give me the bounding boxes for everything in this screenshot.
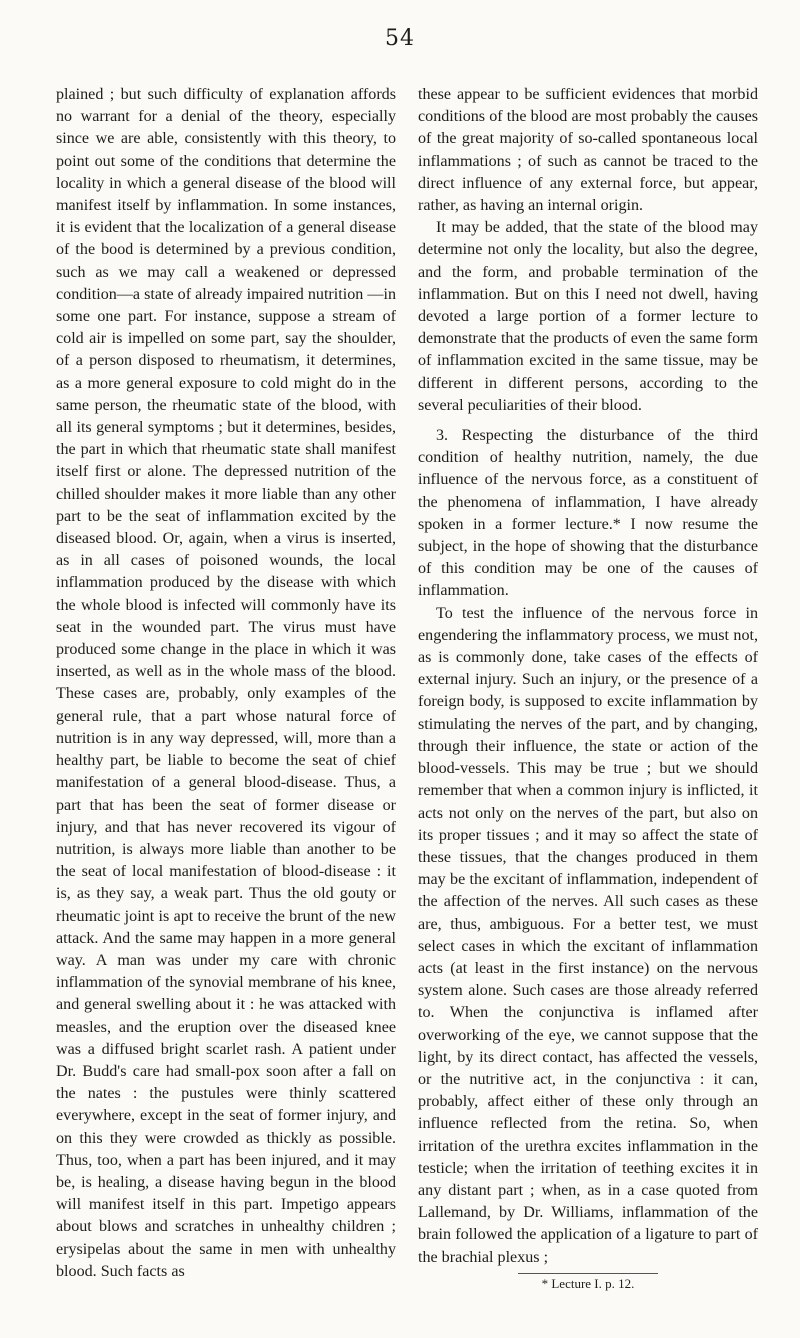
paragraph: It may be added, that the state of the blood may determine not only the locality, but also the degree, and the form, and probable termination of the inflammation. But on this I need not dwell, having devoted a large portion of a former lecture to demonstrate that the products of even the same form of inflammation excited in the same tissue, may be different in different persons, according to the several peculiarities of their blood. xyxy=(418,219,758,414)
paragraph: To test the influence of the nervous force in engendering the inflammatory process, we must not, as is commonly done, take cases of the effects of external injury. Such an injury, or the presence of a foreign body, is supposed to excite inflammation by stimulating the nerves of the part, and by changing, through their influence, the state or action of the blood-vessels. This may be true ; but we should remember that when a common injury is inflicted, it acts not only on the nerves of the part, but also on its proper tissues ; and it may so affect the state of these tissues, that the changes produced in them may be the excitant of inflammation, independent of the affection of the nerves. All such cases as these are, thus, ambiguous. For a better test, we must select cases in which the excitant of inflammation acts (at least in the first instance) on the nervous system alone. Such cases are those already referred to. When the conjunctiva is inflamed after overworking of the eye, we cannot suppose that the light, by its direct contact, has affected the vessels, or the nutritive act, in the conjunctiva : it can, probably, affect either of these only through an influence reflected from the retina. So, when irritation of the urethra excites inflammation in the testicle; when the irritation of teething excites it in any distant part ; when, as in a case quoted from Lallemand, by Dr. Williams, inflammation of the brain followed the application of a ligature to part of the brachial plexus ; xyxy=(418,604,758,1266)
footnote-divider xyxy=(518,1273,658,1274)
page-number: 54 xyxy=(385,26,415,51)
right-column xyxy=(418,84,758,1292)
paragraph: plained ; but such difficulty of explanation affords no warrant for a denial of the theory, especially since we are able, consistently with this theory, to point out some of the conditions that determine the locality in which a general disease of the blood will manifest itself by inflammation. In some instances, it is evident that the localization of a general disease of the bood is determined by a previous condition, such as we may call a weakened or depressed condition—a state of already impaired nutrition —in some one part. For instance, suppose a stream of cold air is impelled on some part, say the shoulder, of a person disposed to rheumatism, it determines, as a more general exposure to cold might do in the same person, the rheumatic state of the blood, with all its general symptoms ; but it determines, besides, the part in which that rheumatic state shall manifest itself first or alone. The depressed nutrition of the chilled shoulder makes it more liable than any other part to be the seat of inflammation excited by the diseased blood. Or, again, when a virus is inserted, as in all cases of poisoned wounds, the local inflammation produced by the disease with which the whole blood is infected will commonly have its seat in the wounded part. The virus must have produced some change in the place in which it was inserted, as well as in the whole mass of the blood. These cases are, probably, only examples of the general rule, that a part whose natural force of nutrition is in any way depressed, will, more than a healthy part, be liable to become the seat of chief manifestation of a general blood-disease. Thus, a part that has been the seat of former disease or injury, and that has never recovered its vigour of nutrition, is always more liable than another to be the seat of local manifestation of blood-disease : it is, as they say, a weak part. Thus the old gouty or rheumatic joint is apt to receive the brunt of the new attack. And the same may happen in a more general way. A man was under my care with chronic inflammation of the synovial membrane of his knee, and general swelling about it : he was attacked with measles, and the eruption over the diseased knee was a diffused bright scarlet rash. A patient under Dr. Budd's care had small-pox soon after a fall on the nates : the pustules were thinly scattered everywhere, except in the seat of former injury, and on this they were crowded as thickly as possible. Thus, too, when a part has been injured, and it may be, is healing, a disease having begun in the blood will manifest itself in this part. Impetigo appears about blows and scratches in unhealthy children ; erysipelas about the same in men with unhealthy blood. Such facts as xyxy=(56,86,396,1280)
paragraph: 3. Respecting the disturbance of the third condition of healthy nutrition, namely, the due influence of the nervous force, as a constituent of the phenomena of inflammation, I have already spoken in a former lecture.* I now resume the subject, in the hope of showing that the disturbance of this condition may be one of the causes of inflammation. xyxy=(418,427,758,600)
left-column xyxy=(56,84,396,1283)
paragraph: these appear to be sufficient evidences that morbid conditions of the blood are most probably the causes of the great majority of so-called spontaneous local inflammations ; of such as cannot be traced to the direct influence of any external force, but appear, rather, as having an internal origin. xyxy=(418,86,758,215)
footnote: * Lecture I. p. 12. xyxy=(541,1275,635,1291)
